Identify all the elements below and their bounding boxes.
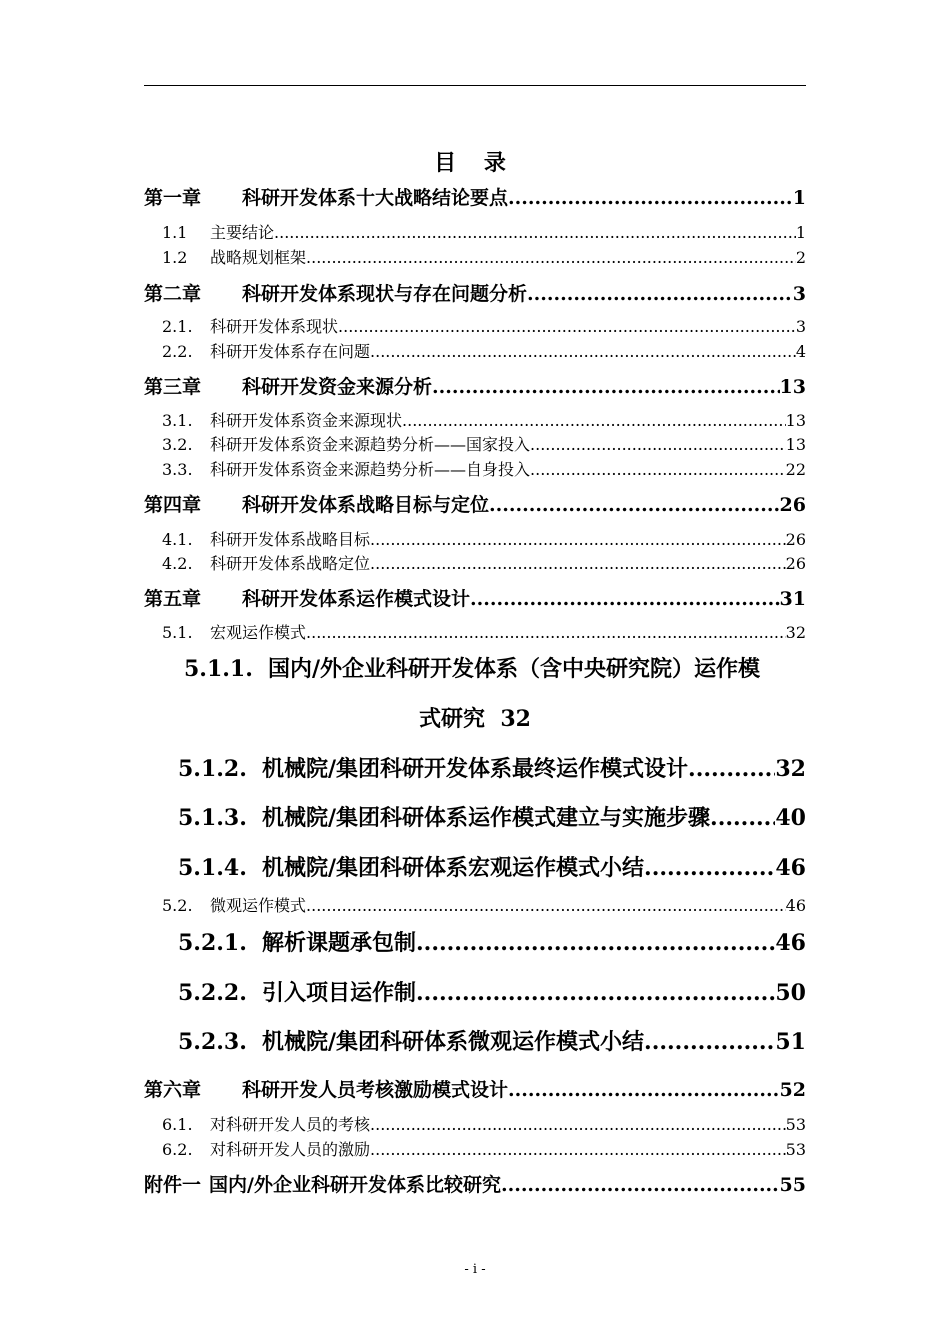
entry-title: 科研开发体系战略目标与定位 — [242, 494, 490, 516]
entry-number: 第五章 — [144, 588, 202, 610]
leader-dots — [470, 588, 780, 610]
toc-entry-5-2-3[interactable] — [144, 1025, 806, 1056]
entry-number: 2.1. — [162, 317, 193, 336]
leader-dots — [370, 554, 786, 573]
entry-title: 机械院/集团科研开发体系最终运作模式设计 — [262, 756, 689, 782]
entry-page: 32 — [785, 623, 806, 642]
toc-entry-5-1-3[interactable] — [144, 801, 806, 832]
entry-page: 3 — [792, 283, 806, 305]
entry-number: 第六章 — [144, 1079, 202, 1101]
entry-title: 对科研开发人员的考核 — [210, 1115, 371, 1134]
leader-dots — [530, 460, 786, 479]
entry-number: 1.1 — [162, 223, 188, 242]
entry-title: 解析课题承包制 — [262, 930, 417, 956]
entry-number: 附件一 — [144, 1174, 202, 1196]
entry-page: 4 — [795, 342, 806, 361]
leader-dots — [416, 930, 775, 956]
leader-dots — [527, 283, 793, 305]
entry-number: 第一章 — [144, 187, 202, 209]
entry-page: 53 — [785, 1140, 806, 1159]
entry-title: 国内/外企业科研开发体系比较研究 — [209, 1174, 501, 1196]
entry-number: 5.1.1. — [184, 656, 253, 682]
toc-entry-5-2-1[interactable] — [144, 926, 806, 957]
entry-page: 46 — [775, 855, 806, 881]
toc-entry-4-1[interactable] — [144, 527, 806, 550]
entry-page: 13 — [785, 411, 806, 430]
entry-page: 32 — [775, 756, 806, 782]
entry-title: 科研开发体系资金来源现状 — [210, 411, 403, 430]
entry-title: 微观运作模式 — [210, 896, 307, 915]
leader-dots — [306, 623, 786, 642]
toc-entry-5-2-2[interactable] — [144, 976, 806, 1007]
entry-page: 50 — [775, 980, 806, 1006]
toc-entry-chapter-5[interactable] — [144, 584, 806, 611]
leader-dots — [416, 980, 775, 1006]
toc-entry-5-1-4[interactable] — [144, 851, 806, 882]
leader-dots — [508, 1079, 780, 1101]
toc-entry-2-2[interactable] — [144, 339, 806, 362]
entry-title: 科研开发体系现状与存在问题分析 — [242, 283, 528, 305]
entry-title: 宏观运作模式 — [210, 623, 307, 642]
toc-entry-chapter-2[interactable] — [144, 279, 806, 306]
entry-page: 26 — [779, 494, 806, 516]
entry-number: 5.1. — [162, 623, 193, 642]
leader-dots — [530, 435, 786, 454]
entry-title: 科研开发体系现状 — [210, 317, 339, 336]
entry-page: 13 — [779, 376, 806, 398]
toc-entry-3-3[interactable] — [144, 457, 806, 480]
entry-title: 国内/外企业科研开发体系（含中央研究院）运作模 — [268, 656, 761, 682]
entry-page: 1 — [795, 223, 806, 242]
toc-entry-6-1[interactable] — [144, 1112, 806, 1135]
entry-title: 对科研开发人员的激励 — [210, 1140, 371, 1159]
leader-dots — [644, 1029, 775, 1055]
entry-title: 主要结论 — [210, 223, 275, 242]
entry-number: 6.2. — [162, 1140, 193, 1159]
toc-entry-5-1-2[interactable] — [144, 752, 806, 783]
entry-number: 1.2 — [162, 248, 188, 267]
entry-title: 科研开发体系资金来源趋势分析——国家投入 — [210, 435, 531, 454]
toc-entry-1-1[interactable] — [144, 220, 806, 243]
entry-title: 机械院/集团科研体系微观运作模式小结 — [262, 1029, 645, 1055]
leader-dots — [370, 1115, 786, 1134]
entry-page: 40 — [775, 805, 806, 831]
entry-page: 13 — [785, 435, 806, 454]
entry-number: 5.2.2. — [178, 980, 247, 1006]
toc-entry-3-2[interactable] — [144, 432, 806, 455]
entry-title: 科研开发体系运作模式设计 — [242, 588, 471, 610]
entry-number: 5.2.1. — [178, 930, 247, 956]
toc-entry-5-1[interactable] — [144, 620, 806, 643]
entry-page: 22 — [785, 460, 806, 479]
toc-entry-chapter-4[interactable] — [144, 490, 806, 517]
leader-dots — [402, 411, 786, 430]
entry-number: 3.1. — [162, 411, 193, 430]
entry-title: 战略规划框架 — [210, 248, 307, 267]
entry-number: 5.2. — [162, 896, 193, 915]
entry-number: 2.2. — [162, 342, 193, 361]
entry-title: 科研开发体系资金来源趋势分析——自身投入 — [210, 460, 531, 479]
toc-entry-1-2[interactable] — [144, 245, 806, 268]
toc-entry-2-1[interactable] — [144, 314, 806, 337]
toc-entry-5-2[interactable] — [144, 893, 806, 916]
entry-title: 机械院/集团科研体系运作模式建立与实施步骤 — [262, 805, 711, 831]
entry-number: 5.1.3. — [178, 805, 247, 831]
entry-number: 第二章 — [144, 283, 202, 305]
leader-dots — [306, 248, 796, 267]
entry-title: 科研开发体系存在问题 — [210, 342, 371, 361]
entry-number: 4.1. — [162, 530, 193, 549]
entry-page: 51 — [775, 1029, 806, 1055]
toc-entry-chapter-6[interactable] — [144, 1075, 806, 1102]
toc-entry-chapter-1[interactable] — [144, 183, 806, 210]
leader-dots — [370, 342, 796, 361]
entry-page: 46 — [775, 930, 806, 956]
toc-entry-chapter-3[interactable] — [144, 372, 806, 399]
entry-number: 第四章 — [144, 494, 202, 516]
entry-title-continued: 式研究 — [419, 706, 486, 732]
entry-number: 5.2.3. — [178, 1029, 247, 1055]
entry-title: 科研开发体系战略定位 — [210, 554, 371, 573]
entry-number: 3.2. — [162, 435, 193, 454]
leader-dots — [710, 805, 775, 831]
toc-entry-6-2[interactable] — [144, 1137, 806, 1160]
entry-number: 5.1.2. — [178, 756, 247, 782]
entry-title: 科研开发资金来源分析 — [242, 376, 433, 398]
entry-page: 3 — [795, 317, 806, 336]
leader-dots — [501, 1174, 780, 1196]
entry-page: 46 — [785, 896, 806, 915]
entry-number: 第三章 — [144, 376, 202, 398]
entry-page: 32 — [500, 706, 531, 732]
entry-number: 3.3. — [162, 460, 193, 479]
entry-title: 科研开发体系十大战略结论要点 — [242, 187, 509, 209]
toc-entry-4-2[interactable] — [144, 551, 806, 574]
leader-dots — [489, 494, 780, 516]
leader-dots — [370, 530, 786, 549]
leader-dots — [644, 855, 775, 881]
page-number-footer: - i - — [464, 1262, 486, 1277]
toc-entry-3-1[interactable] — [144, 408, 806, 431]
entry-page: 53 — [785, 1115, 806, 1134]
leader-dots — [370, 1140, 786, 1159]
leader-dots — [338, 317, 796, 336]
entry-page: 1 — [792, 187, 806, 209]
leader-dots — [432, 376, 780, 398]
leader-dots — [274, 223, 796, 242]
entry-page: 26 — [785, 530, 806, 549]
entry-page: 55 — [779, 1174, 806, 1196]
entry-line-2 — [144, 702, 806, 733]
entry-title: 科研开发体系战略目标 — [210, 530, 371, 549]
header-rule — [144, 85, 806, 86]
entry-page: 2 — [795, 248, 806, 267]
toc-entry-appendix-1[interactable] — [144, 1170, 806, 1197]
entry-page: 31 — [779, 588, 806, 610]
toc-title: 目 录 — [434, 150, 516, 176]
entry-page: 26 — [785, 554, 806, 573]
leader-dots — [508, 187, 793, 209]
entry-title: 引入项目运作制 — [262, 980, 417, 1006]
entry-number: 4.2. — [162, 554, 193, 573]
entry-line-1 — [184, 652, 760, 683]
leader-dots — [688, 756, 775, 782]
entry-page: 52 — [779, 1079, 806, 1101]
entry-number: 6.1. — [162, 1115, 193, 1134]
entry-title: 科研开发人员考核激励模式设计 — [242, 1079, 509, 1101]
entry-title: 机械院/集团科研体系宏观运作模式小结 — [262, 855, 645, 881]
leader-dots — [306, 896, 786, 915]
entry-number: 5.1.4. — [178, 855, 247, 881]
